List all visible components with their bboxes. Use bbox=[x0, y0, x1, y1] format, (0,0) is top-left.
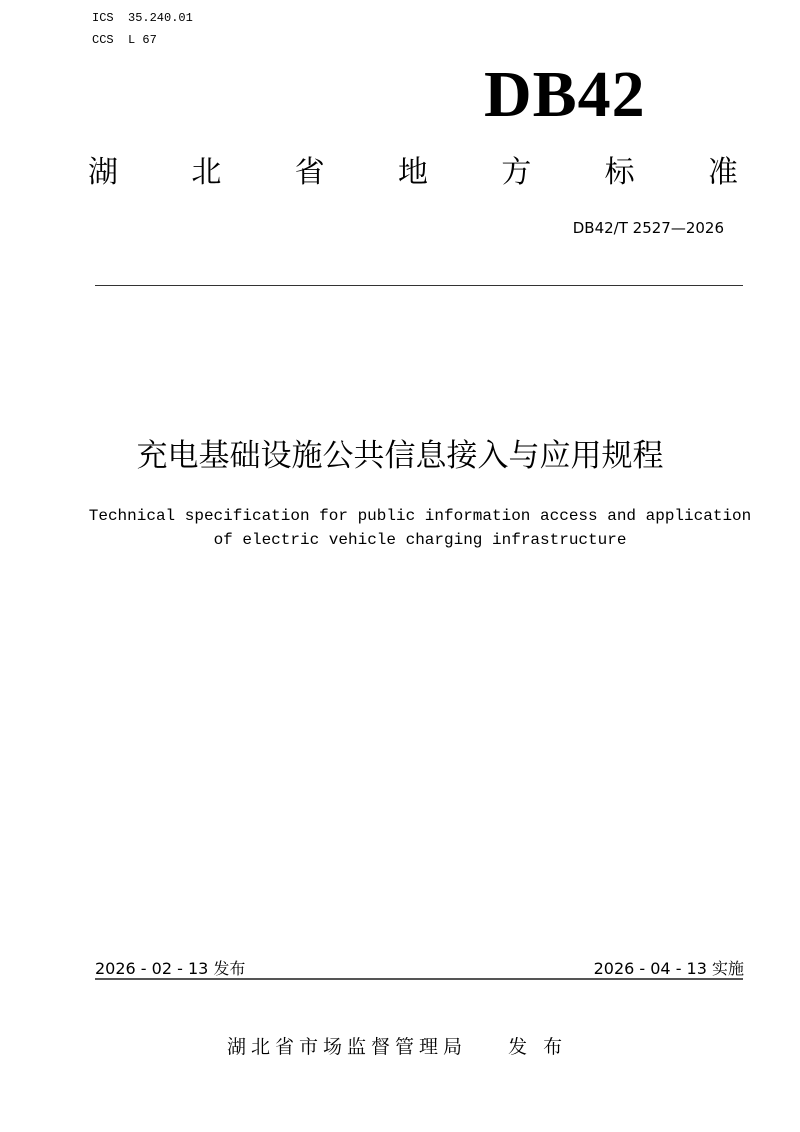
top-divider bbox=[95, 285, 743, 286]
title-english-line1: Technical specification for public information access and application bbox=[88, 507, 752, 525]
heading-char: 北 bbox=[191, 155, 222, 190]
heading-char: 省 bbox=[294, 155, 325, 190]
publish-label: 发 布 bbox=[508, 1036, 568, 1058]
db42-logo: DB42 bbox=[484, 58, 646, 131]
publisher bbox=[227, 1032, 597, 1059]
heading-char: 湖 bbox=[88, 155, 118, 190]
bottom-divider bbox=[95, 978, 743, 980]
implementation-date: 2026 - 04 - 13 实施 bbox=[593, 959, 744, 978]
standard-code: DB42/T 2527—2026 bbox=[572, 219, 724, 237]
ccs-code: CCS L 67 bbox=[92, 33, 157, 47]
heading-char: 准 bbox=[707, 155, 738, 190]
local-standard-heading bbox=[88, 155, 738, 191]
heading-char: 方 bbox=[501, 155, 532, 190]
ics-code: ICS 35.240.01 bbox=[92, 11, 193, 25]
publisher-name: 湖北省市场监督管理局 bbox=[227, 1036, 468, 1058]
heading-char: 地 bbox=[397, 155, 428, 190]
issue-date: 2026 - 02 - 13 发布 bbox=[95, 959, 246, 978]
title-chinese: 充电基础设施公共信息接入与应用规程 bbox=[136, 438, 664, 474]
heading-char: 标 bbox=[604, 155, 635, 190]
title-english-line2: of electric vehicle charging infrastructure bbox=[213, 531, 627, 549]
